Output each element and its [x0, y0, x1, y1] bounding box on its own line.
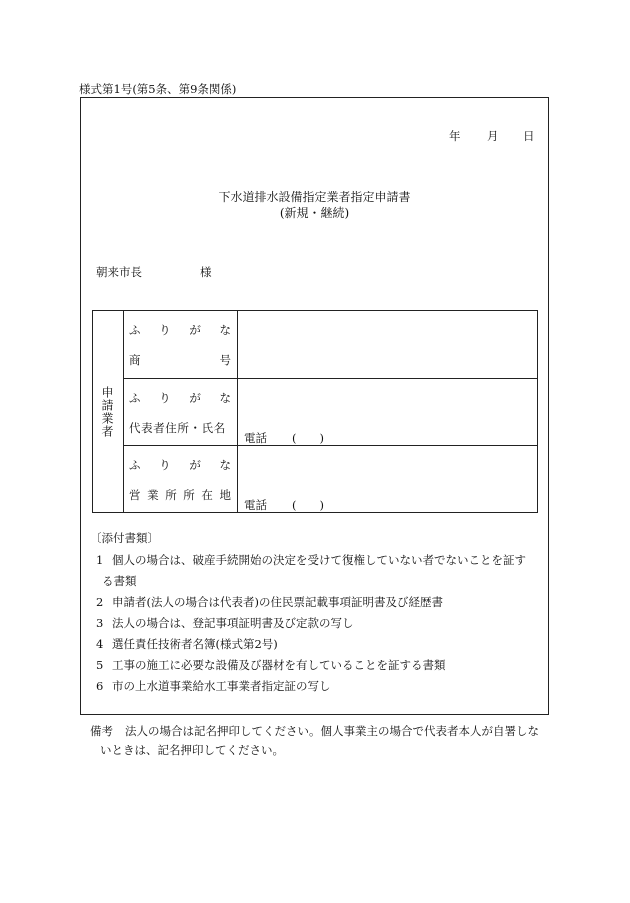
remarks-heading: 備考: [90, 724, 113, 738]
furigana-label: ふ り が な: [129, 458, 231, 472]
representative-label: 代表者住所・氏名: [129, 421, 226, 435]
attachment-item-2: 2 申請者(法人の場合は代表者)の住民票記載事項証明書及び経歴書: [96, 595, 443, 609]
remarks: [90, 722, 550, 760]
remarks-line-1: 法人の場合は記名押印してください。個人事業主の場合で代表者本人が自署しな: [125, 724, 539, 738]
furigana-label: ふ り が な: [129, 391, 231, 405]
office-address-label: 営 業 所 所 在 地: [129, 488, 231, 502]
attachment-item-5: 5 工事の施工に必要な設備及び器材を有していることを証する書類: [96, 658, 446, 672]
attachment-item-6: 6 市の上水道事業給水工事業者指定証の写し: [96, 679, 331, 693]
applicant-side-label: 申請業者: [100, 386, 114, 438]
representative-phone: 電話 ( ): [244, 431, 324, 445]
row-office-label-cell: [123, 446, 238, 512]
date-line: [449, 128, 539, 144]
title-main: 下水道排水設備指定業者指定申請書: [218, 190, 411, 204]
form-number-label: 様式第1号(第5条、第9条関係): [79, 82, 237, 96]
addressee-honorific: 様: [200, 265, 212, 279]
document-title: [80, 189, 549, 221]
date-month: 月: [487, 129, 499, 143]
date-day: 日: [523, 129, 535, 143]
attachment-item-1: 1 個人の場合は、破産手続開始の決定を受けて復権していない者でないことを証す る書類: [96, 553, 526, 588]
date-year: 年: [449, 129, 461, 143]
row-office-address: [123, 446, 537, 512]
row-representative: [123, 379, 537, 446]
addressee: [96, 264, 212, 280]
attachments-list: [96, 550, 542, 697]
row-trade-name-label-cell: [123, 311, 238, 378]
row-representative-label-cell: [123, 379, 238, 445]
trade-name-label: 商 号: [129, 353, 231, 367]
furigana-label: ふ り が な: [129, 323, 231, 337]
attachments-heading: 〔添付書類〕: [90, 531, 159, 545]
office-phone: 電話 ( ): [244, 498, 324, 512]
row-trade-name: [123, 311, 537, 379]
remarks-line-2: いときは、記名押印してください。: [100, 743, 284, 757]
addressee-name: 朝来市長: [96, 265, 142, 279]
applicant-side-cell: [93, 311, 124, 512]
attachment-item-4: 4 選任責任技術者名簿(様式第2号): [96, 637, 278, 651]
applicant-table: [92, 310, 538, 513]
title-sub: (新規・継続): [279, 206, 350, 220]
attachment-item-3: 3 法人の場合は、登記事項証明書及び定款の写し: [96, 616, 354, 630]
